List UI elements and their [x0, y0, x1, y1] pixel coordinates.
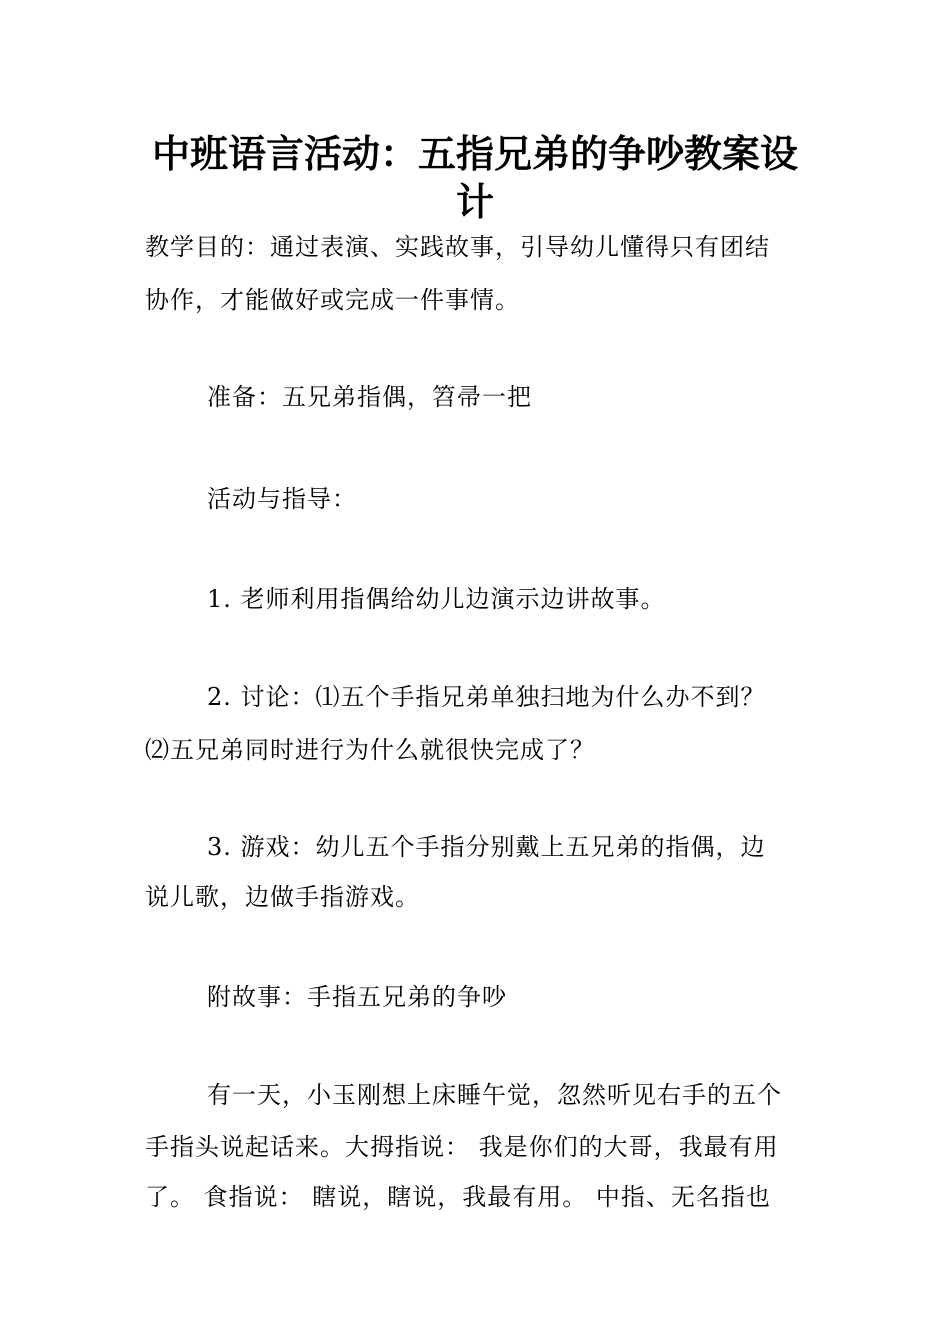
document-title-line-2: 计	[455, 180, 494, 224]
document-title-line-1: 中班语言活动：五指兄弟的争吵教案设	[151, 132, 798, 176]
list-item-2: 2. 讨论：⑴五个手指兄弟单独扫地为什么办不到？	[207, 683, 766, 711]
list-item-1: 1. 老师利用指偶给幼儿边演示边讲故事。	[207, 585, 666, 613]
list-item-2-continued: ⑵五兄弟同时进行为什么就很快完成了？	[145, 736, 595, 764]
list-item-3: 3. 游戏：幼儿五个手指分别戴上五兄弟的指偶，边	[207, 833, 766, 861]
paragraph-line: 协作，才能做好或完成一件事情。	[145, 286, 520, 314]
story-heading: 附故事：手指五兄弟的争吵	[207, 983, 507, 1011]
story-paragraph-line: 了。 食指说： 瞎说，瞎说，我最有用。 中指、无名指也	[145, 1183, 771, 1211]
paragraph-line: 活动与指导：	[207, 485, 357, 513]
paragraph-line: 教学目的：通过表演、实践故事，引导幼儿懂得只有团结	[145, 233, 770, 261]
story-paragraph-line: 有一天，小玉刚想上床睡午觉，忽然听见右手的五个	[207, 1081, 782, 1109]
paragraph-line: 准备：五兄弟指偶，笤帚一把	[207, 383, 532, 411]
list-item-3-continued: 说儿歌，边做手指游戏。	[145, 883, 420, 911]
story-paragraph-line: 手指头说起话来。大拇指说： 我是你们的大哥，我最有用	[145, 1133, 779, 1161]
